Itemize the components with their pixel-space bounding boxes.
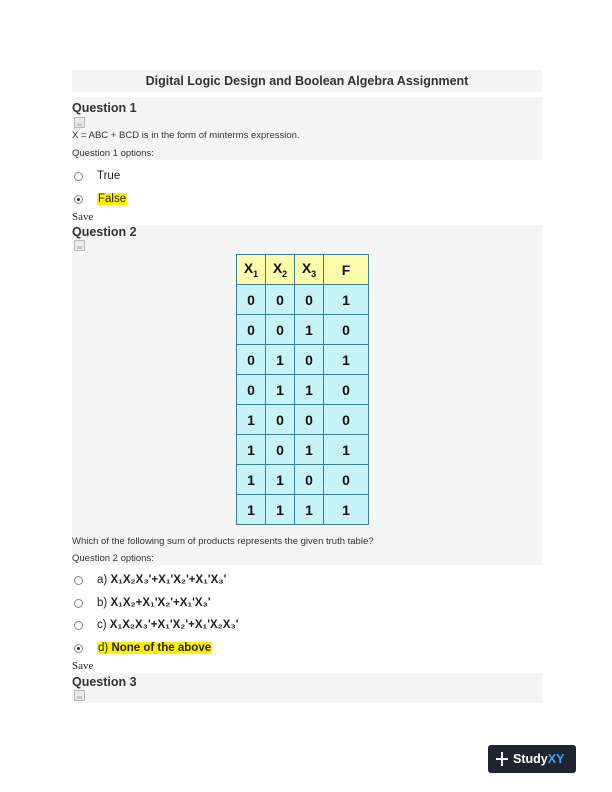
q2-option-b-label[interactable]: b) X₁X₂+X₁'X₂'+X₁'X₃' bbox=[97, 597, 211, 609]
studyxy-logo bbox=[488, 745, 576, 773]
q2-option-a-radio[interactable] bbox=[74, 576, 83, 585]
truth-table-cell: 1 bbox=[295, 435, 324, 465]
truth-table-cell: 0 bbox=[324, 405, 369, 435]
truth-table-cell: 0 bbox=[324, 315, 369, 345]
truth-table-cell: 0 bbox=[266, 435, 295, 465]
q1-option-false-label[interactable]: False bbox=[98, 193, 127, 205]
truth-table-cell: 1 bbox=[237, 405, 266, 435]
q1-save-button[interactable]: Save bbox=[72, 211, 94, 223]
truth-table-cell: 0 bbox=[266, 315, 295, 345]
truth-table-header-row bbox=[237, 255, 369, 285]
truth-table-row bbox=[237, 315, 369, 345]
plus-icon bbox=[496, 752, 508, 766]
truth-table bbox=[236, 254, 369, 525]
truth-table-cell: 1 bbox=[324, 495, 369, 525]
truth-table-cell: 0 bbox=[266, 405, 295, 435]
truth-table-cell: 0 bbox=[324, 465, 369, 495]
q2-option-d-label[interactable]: d) None of the above bbox=[98, 642, 212, 654]
q1-option-true-radio[interactable] bbox=[74, 172, 83, 181]
truth-table-cell: 0 bbox=[237, 315, 266, 345]
question-1-heading: Question 1 bbox=[72, 101, 137, 115]
question-3-block bbox=[72, 673, 542, 703]
document-title: Digital Logic Design and Boolean Algebra Assignment bbox=[72, 70, 542, 92]
header-x3: $X_3$ bbox=[295, 255, 324, 285]
question-1-options-label: Question 1 options: bbox=[72, 148, 154, 159]
truth-table-cell: 1 bbox=[266, 375, 295, 405]
truth-table-cell: 1 bbox=[295, 495, 324, 525]
truth-table-cell: 1 bbox=[295, 315, 324, 345]
truth-table-cell: 1 bbox=[266, 345, 295, 375]
truth-table-row bbox=[237, 465, 369, 495]
truth-table-cell: 1 bbox=[237, 495, 266, 525]
save-disk-icon[interactable] bbox=[74, 690, 85, 701]
header-f: F bbox=[324, 255, 369, 285]
q1-option-false-radio[interactable] bbox=[74, 195, 83, 204]
question-2-heading: Question 2 bbox=[72, 225, 137, 239]
question-1-text: X = ABC + BCD is in the form of minterms expression. bbox=[72, 130, 300, 141]
q2-option-b-radio[interactable] bbox=[74, 599, 83, 608]
truth-table-cell: 1 bbox=[237, 465, 266, 495]
truth-table-cell: 1 bbox=[237, 435, 266, 465]
truth-table-cell: 1 bbox=[266, 465, 295, 495]
truth-table-row bbox=[237, 405, 369, 435]
truth-table-cell: 0 bbox=[324, 375, 369, 405]
logo-text-main: Study bbox=[513, 752, 548, 766]
q2-option-c-radio[interactable] bbox=[74, 621, 83, 630]
truth-table-cell: 0 bbox=[295, 345, 324, 375]
truth-table-cell: 0 bbox=[266, 285, 295, 315]
truth-table-cell: 0 bbox=[295, 405, 324, 435]
truth-table-cell: 0 bbox=[237, 345, 266, 375]
truth-table-row bbox=[237, 345, 369, 375]
truth-table-row bbox=[237, 375, 369, 405]
q2-option-a-label[interactable]: a) X₁X₂X₃'+X₁'X₂'+X₁'X₃' bbox=[97, 574, 227, 586]
truth-table-row bbox=[237, 495, 369, 525]
q1-option-true-label[interactable]: True bbox=[97, 170, 121, 182]
q2-option-d-radio[interactable] bbox=[74, 644, 83, 653]
question-2-options-label: Question 2 options: bbox=[72, 553, 154, 564]
header-x1: $X_1$ bbox=[237, 255, 266, 285]
truth-table-cell: 1 bbox=[324, 345, 369, 375]
truth-table-cell: 1 bbox=[295, 375, 324, 405]
truth-table-cell: 0 bbox=[295, 285, 324, 315]
question-2-text: Which of the following sum of products represents the given truth table? bbox=[72, 536, 374, 547]
q2-option-c-label[interactable]: c) X₁X₂X₃'+X₁'X₂'+X₁'X₂X₃' bbox=[97, 619, 239, 631]
truth-table-cell: 0 bbox=[295, 465, 324, 495]
truth-table-cell: 1 bbox=[266, 495, 295, 525]
truth-table-cell: 0 bbox=[237, 375, 266, 405]
save-disk-icon[interactable] bbox=[74, 240, 85, 251]
truth-table-cell: 1 bbox=[324, 435, 369, 465]
truth-table-row bbox=[237, 285, 369, 315]
logo-text-accent: XY bbox=[547, 752, 565, 766]
header-x2: $X_2$ bbox=[266, 255, 295, 285]
truth-table-cell: 1 bbox=[324, 285, 369, 315]
truth-table-cell: 0 bbox=[237, 285, 266, 315]
question-3-heading: Question 3 bbox=[72, 675, 137, 689]
truth-table-row bbox=[237, 435, 369, 465]
q2-save-button[interactable]: Save bbox=[72, 660, 94, 672]
save-disk-icon[interactable] bbox=[74, 117, 85, 128]
